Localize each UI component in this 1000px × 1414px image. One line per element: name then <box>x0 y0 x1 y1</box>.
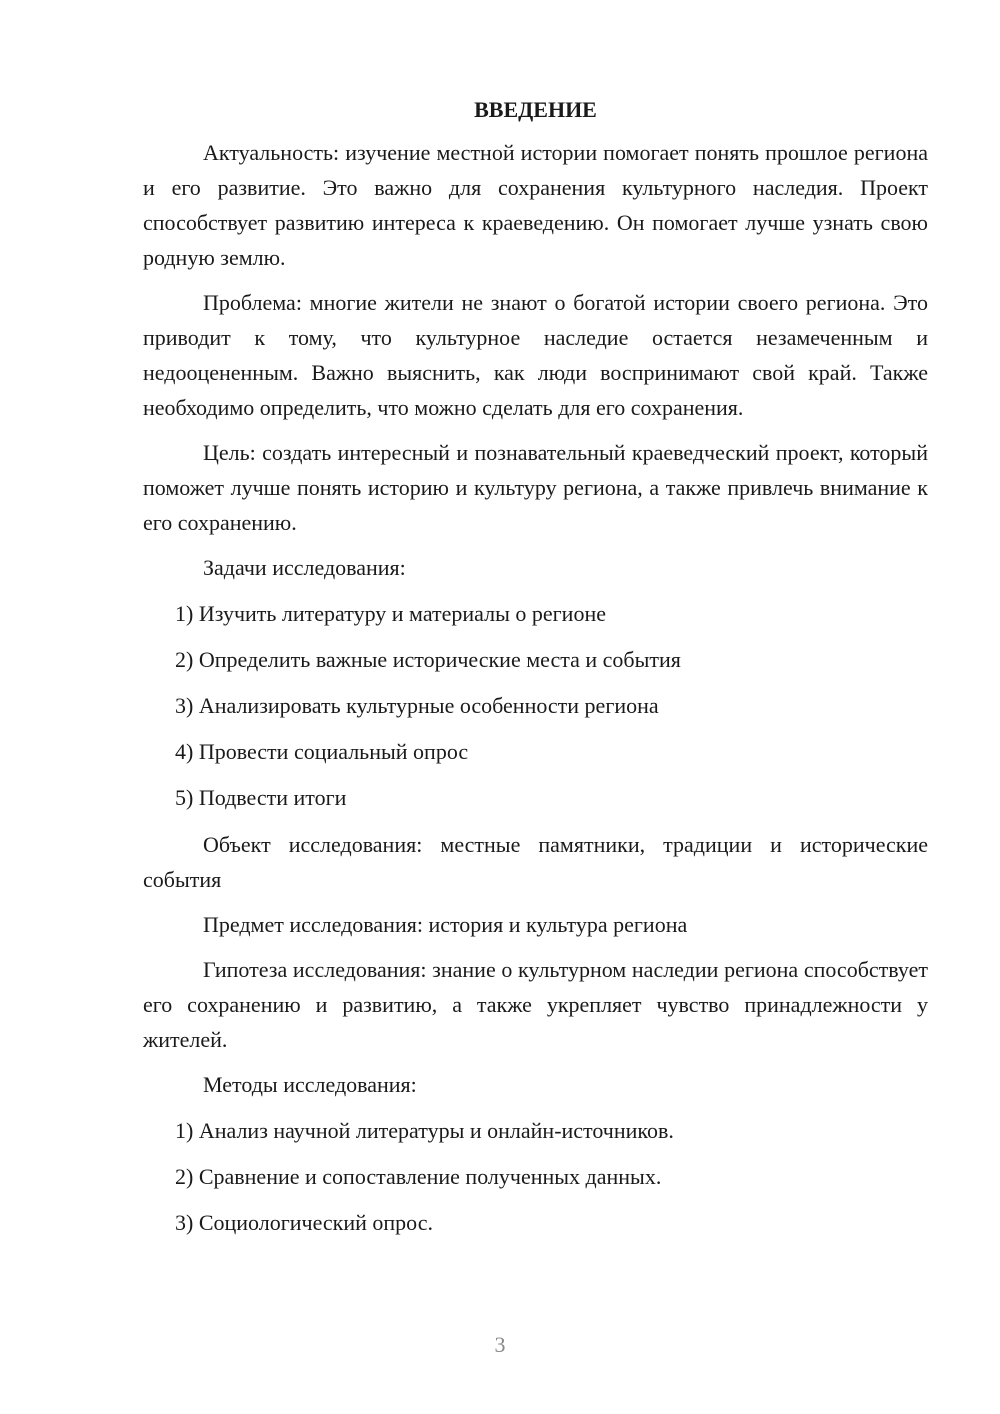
hypothesis-paragraph: Гипотеза исследования: знание о культурном наследии региона способствует его сохранению и развитию, а также укрепляет чувство принадлежности у жителей. <box>143 957 928 1052</box>
method-item: 2) Сравнение и сопоставление полученных данных. <box>175 1164 662 1189</box>
task-item: 2) Определить важные исторические места и события <box>175 647 681 672</box>
method-item: 3) Социологический опрос. <box>175 1210 433 1235</box>
subject-paragraph: Предмет исследования: история и культура региона <box>203 912 688 937</box>
problem-paragraph: Проблема: многие жители не знают о богатой истории своего региона. Это приводит к тому, что культурное наследие остается незамеченным и недооцененным. Важно выяснить, как люди воспринимают свой край. Также необходимо определить, что можно сделать для его сохранения. <box>143 290 928 420</box>
tasks-list <box>143 596 928 815</box>
task-item: 4) Провести социальный опрос <box>175 739 469 764</box>
page-number: 3 <box>494 1332 506 1357</box>
method-item: 1) Анализ научной литературы и онлайн-источников. <box>175 1118 674 1143</box>
relevance-paragraph: Актуальность: изучение местной истории помогает понять прошлое региона и его развитие. Это важно для сохранения культурного наследия. Проект способствует развитию интереса к краеведению. Он помогает лучше узнать свою родную землю. <box>143 140 928 270</box>
task-item: 5) Подвести итоги <box>175 785 347 810</box>
task-item: 3) Анализировать культурные особенности региона <box>175 693 659 718</box>
object-paragraph: Объект исследования: местные памятники, традиции и исторические события <box>143 832 928 892</box>
methods-list <box>143 1113 928 1240</box>
goal-paragraph: Цель: создать интересный и познавательный краеведческий проект, который поможет лучше понять историю и культуру региона, а также привлечь внимание к его сохранению. <box>143 440 928 535</box>
document-page <box>143 95 928 1252</box>
tasks-heading: Задачи исследования: <box>203 555 406 580</box>
task-item: 1) Изучить литературу и материалы о регионе <box>175 601 606 626</box>
methods-heading: Методы исследования: <box>203 1072 417 1097</box>
document-title: ВВЕДЕНИЕ <box>474 97 597 122</box>
